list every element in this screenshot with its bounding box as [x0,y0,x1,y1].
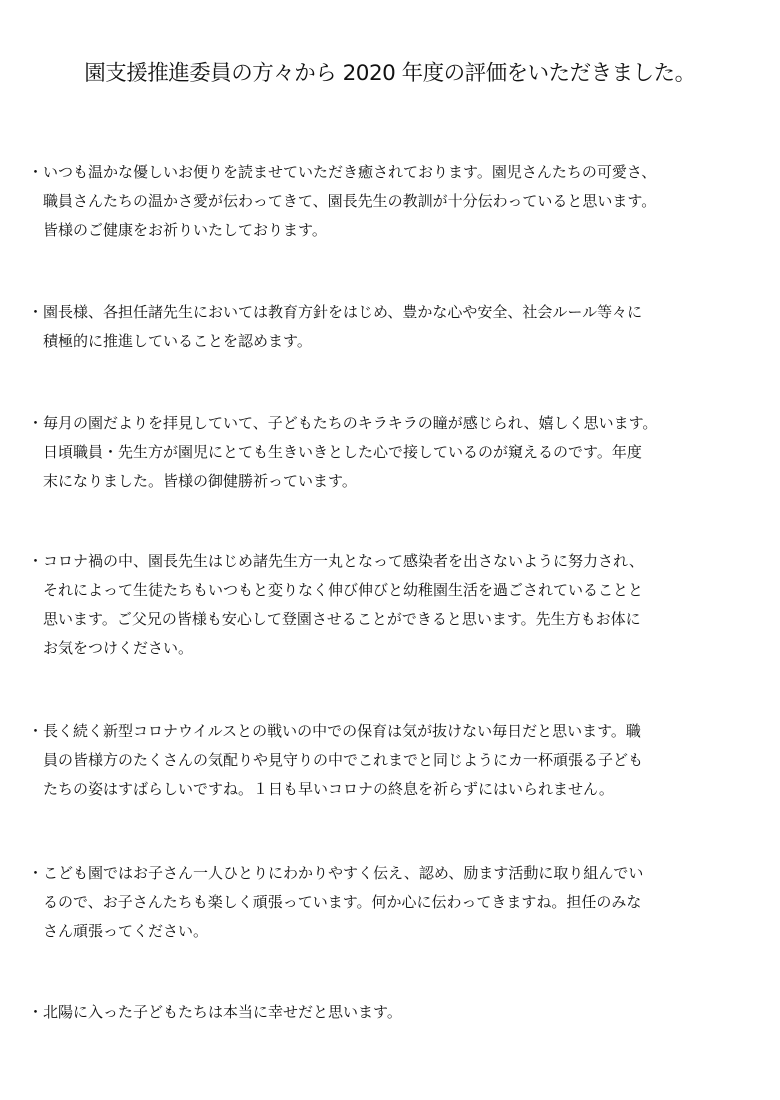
comment-item [28,717,758,804]
comment-line: るので、お子さんたちも楽しく頑張っています。何か心に伝わってきますね。担任のみな [43,893,642,911]
comment-line: それによって生徒たちもいつもと変りなく伸び伸びと幼稚園生活を過ごされていることと [43,581,644,599]
comment-line: さん頑張ってください。 [43,922,209,940]
comment-line: 日頃職員・先生方が園児にとても生きいきとした心で接しているのが窺えるのです。年度 [43,443,642,461]
comment-line: たちの姿はすばらしいですね。１日も早いコロナの終息を祈らずにはいられません。 [43,780,614,798]
bullet: ・ [28,303,44,321]
bullet: ・ [28,722,44,740]
page-title: 園支援推進委員の方々から 2020 年度の評価をいただきました。 [84,61,696,86]
comment-line: 職員さんたちの温かさ愛が伝わってきて、園長先生の教訓が十分伝わっていると思います。 [43,192,657,210]
comment-text [43,859,758,946]
comment-text [43,547,758,663]
bullet: ・ [28,163,44,181]
comment-item [28,998,758,1027]
comment-item [28,158,758,245]
comment-item [28,859,758,946]
comment-line: 園長様、各担任諸先生においては教育方針をはじめ、豊かな心や安全、社会ルール等々に [43,303,643,321]
comment-line: コロナ禍の中、園長先生はじめ諸先生方一丸となって感染者を出さないように努力され、 [43,552,644,570]
comment-line: 北陽に入った子どもたちは本当に幸せだと思います。 [43,1003,402,1021]
bullet: ・ [28,552,44,570]
comment-line: 末になりました。皆様の御健勝祈っています。 [43,472,357,490]
comment-line: 思います。ご父兄の皆様も安心して登園させることができると思います。先生方もお体に [43,610,641,628]
bullet: ・ [28,864,44,882]
comment-line: お気をつけください。 [43,639,194,657]
comment-text [43,998,758,1027]
comment-text [43,409,758,496]
comment-item [28,298,758,356]
comment-item [28,409,758,496]
bullet: ・ [28,414,44,432]
comment-line: 皆様のご健康をお祈りいたしております。 [43,221,327,239]
comment-text [43,158,758,245]
comment-text [43,717,758,804]
comment-text [43,298,758,356]
comment-line: 長く続く新型コロナウイルスとの戦いの中での保育は気が抜けない毎日だと思います。職 [43,722,641,740]
comment-line: こども園ではお子さん一人ひとりにわかりやすく伝え、認め、励ます活動に取り組んでい [43,864,644,882]
comment-line: 員の皆様方のたくさんの気配りや見守りの中でこれまでと同じようにカ一杯頑張る子ども [43,751,644,769]
comment-line: 積極的に推進していることを認めます。 [43,332,312,350]
comment-line: 毎月の園だよりを拝見していて、子どもたちのキラキラの瞳が感じられ、嬉しく思います。 [43,414,658,432]
comment-item [28,547,758,663]
comment-line: いつも温かな優しいお便りを読ませていただき癒されております。園児さんたちの可愛さ、 [43,163,657,181]
bullet: ・ [28,1003,44,1021]
